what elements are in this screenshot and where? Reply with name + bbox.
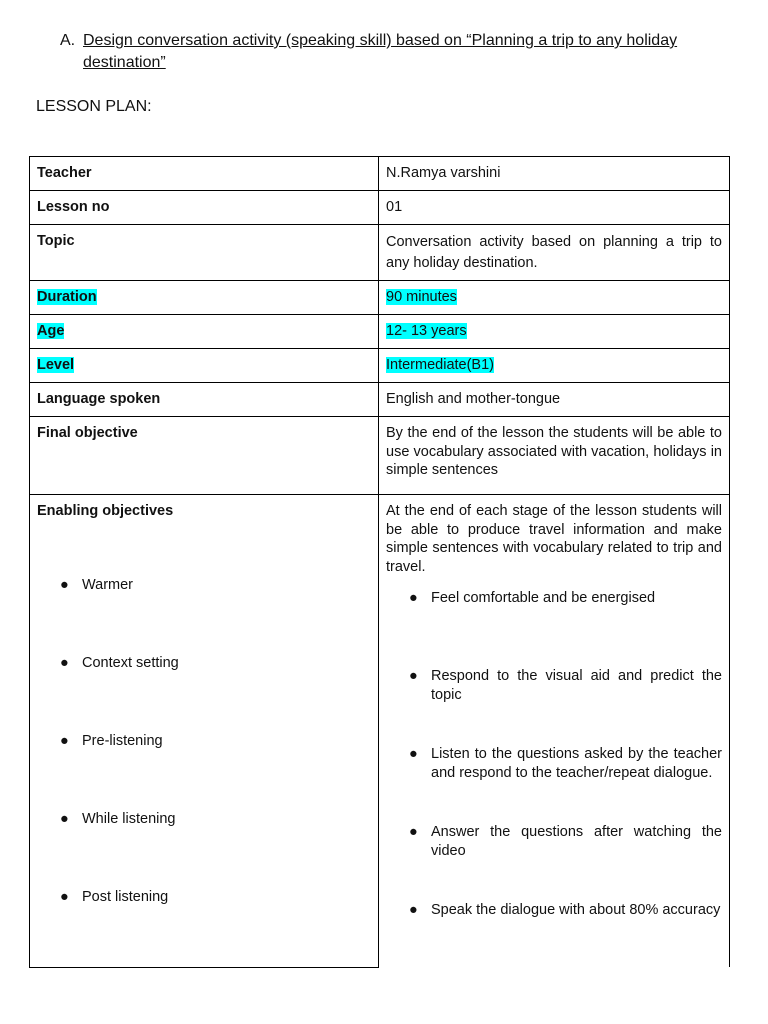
bullet-icon: ● bbox=[60, 888, 69, 905]
topic-value: Conversation activity based on planning a trip to any holiday destination. bbox=[379, 225, 730, 281]
list-item: ● Respond to the visual aid and predict the topic bbox=[409, 668, 722, 703]
duration-value: 90 minutes bbox=[386, 289, 457, 305]
list-item: ● Answer the questions after watching the video bbox=[409, 824, 722, 859]
bullet-icon: ● bbox=[60, 810, 69, 827]
final-objective-value: By the end of the lesson the students will be able to use vocabulary associated with vacation, holidays in simple sentences bbox=[379, 417, 730, 495]
lesson-plan-label: LESSON PLAN: bbox=[36, 98, 152, 115]
bullet-icon: ● bbox=[60, 576, 69, 593]
topic-label: Topic bbox=[30, 225, 379, 281]
bullet-icon: ● bbox=[60, 732, 69, 749]
section-heading bbox=[60, 30, 720, 74]
teacher-value: N.Ramya varshini bbox=[379, 157, 730, 191]
table-row-enabling-objectives bbox=[30, 495, 730, 968]
list-item: ● Context setting bbox=[60, 654, 179, 671]
section-title: Design conversation activity (speaking skill) based on “Planning a trip to any holiday destination” bbox=[83, 32, 678, 71]
lesson-no-label: Lesson no bbox=[30, 191, 379, 225]
final-objective-label: Final objective bbox=[30, 417, 379, 495]
level-value: Intermediate(B1) bbox=[386, 357, 494, 373]
table-row-lesson-no bbox=[30, 191, 730, 225]
list-item: ● Feel comfortable and be energised bbox=[409, 590, 656, 606]
bullet-icon: ● bbox=[60, 654, 69, 671]
bullet-icon: ● bbox=[409, 824, 418, 840]
outcome-list bbox=[386, 589, 722, 961]
bullet-icon: ● bbox=[409, 590, 418, 606]
table-row-language bbox=[30, 383, 730, 417]
table-row-final-objective bbox=[30, 417, 730, 495]
stage-list bbox=[37, 576, 371, 948]
list-item: ● Post listening bbox=[60, 888, 169, 905]
duration-label: Duration bbox=[37, 289, 97, 305]
bullet-icon: ● bbox=[409, 902, 418, 918]
section-letter: A. bbox=[60, 32, 76, 49]
list-item: ● Warmer bbox=[60, 576, 134, 593]
table-row-topic bbox=[30, 225, 730, 281]
enabling-objectives-label: Enabling objectives bbox=[37, 503, 174, 519]
list-item: ● Pre-listening bbox=[60, 732, 163, 749]
bullet-icon: ● bbox=[409, 746, 418, 762]
table-row-age bbox=[30, 315, 730, 349]
teacher-label: Teacher bbox=[30, 157, 379, 191]
lesson-plan-table bbox=[29, 156, 730, 968]
table-row-teacher bbox=[30, 157, 730, 191]
list-item: ● Listen to the questions asked by the teacher and respond to the teacher/repeat dialogue. bbox=[409, 746, 722, 781]
table-row-level bbox=[30, 349, 730, 383]
level-label: Level bbox=[37, 357, 75, 373]
list-item: ● While listening bbox=[60, 810, 176, 827]
list-item: ● Speak the dialogue with about 80% accuracy bbox=[409, 902, 721, 918]
table-row-duration bbox=[30, 281, 730, 315]
age-label: Age bbox=[37, 323, 65, 339]
language-label: Language spoken bbox=[30, 383, 379, 417]
lesson-no-value: 01 bbox=[379, 191, 730, 225]
language-value: English and mother-tongue bbox=[379, 383, 730, 417]
bullet-icon: ● bbox=[409, 668, 418, 684]
age-value: 12- 13 years bbox=[386, 323, 467, 339]
enabling-objectives-intro: At the end of each stage of the lesson students will be able to produce travel information and make simple sentences with vocabulary related to trip and travel. bbox=[386, 503, 722, 575]
